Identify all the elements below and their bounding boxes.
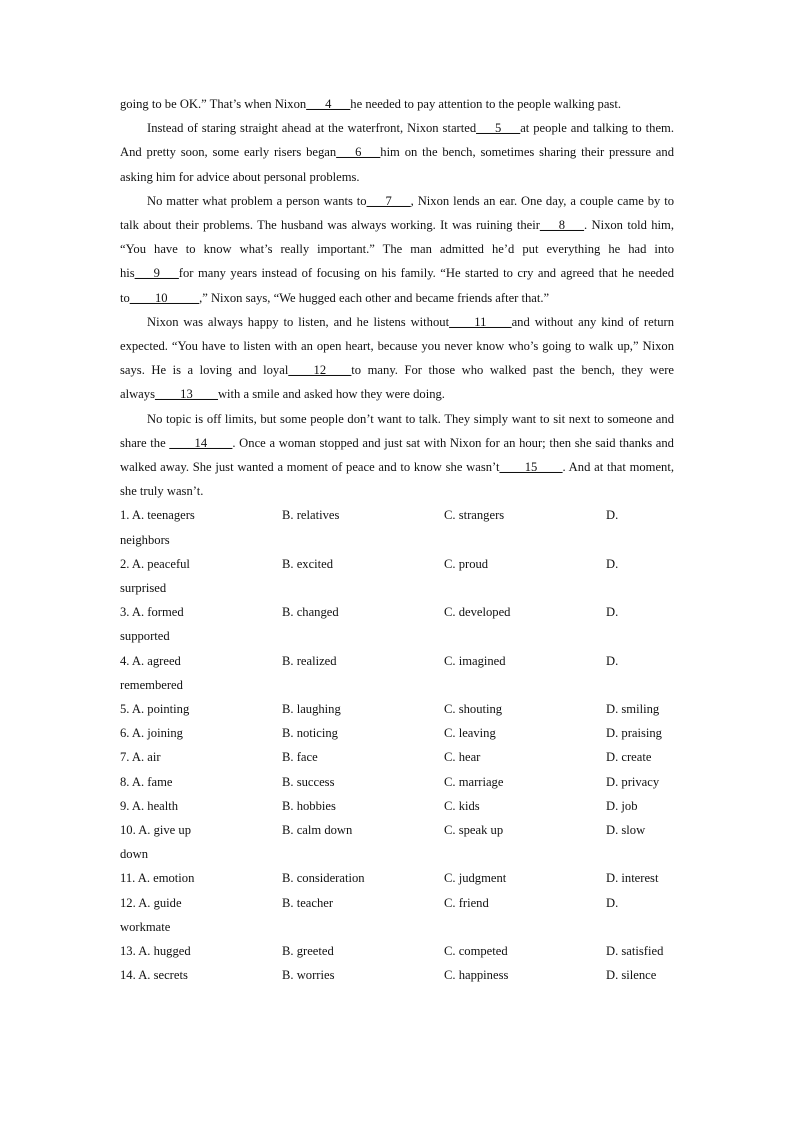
option-a: 5. A. pointing (120, 702, 190, 717)
option-d: D. job (606, 798, 638, 813)
option-text: 12. A. guide (120, 895, 182, 910)
option-d-wrapped-text: surprised (120, 581, 167, 596)
passage-text: him on the bench, sometimes sharing their pressure and asking him for advice about personal problems. (120, 145, 674, 184)
reading-passage (120, 92, 674, 503)
option-c: C. kids (444, 798, 480, 813)
option-b: B. calm down (282, 822, 353, 837)
option-text: 1. A. teenagers (120, 508, 195, 523)
passage-text: he needed to pay attention to the people walking past. (350, 97, 621, 111)
answer-blank: ____11____ (449, 314, 512, 329)
option-c: C. judgment (444, 871, 507, 886)
question-row (120, 721, 674, 745)
passage-text: going to be OK.” That’s when Nixon (120, 97, 307, 111)
answer-blank: ____13____ (154, 387, 218, 402)
option-b: B. face (282, 750, 318, 765)
option-a: 9. A. health (120, 798, 179, 813)
passage-text: Instead of staring straight ahead at the waterfront, Nixon started (147, 121, 477, 136)
question-row (120, 503, 674, 551)
option-b: B. noticing (282, 726, 338, 741)
option-c: C. leaving (444, 726, 496, 741)
option-b: B. realized (282, 653, 337, 668)
option-d: D. (606, 605, 619, 620)
option-b: B. consideration (282, 871, 365, 886)
question-row (120, 770, 674, 794)
option-text: 3. A. formed (120, 605, 184, 620)
option-b: B. teacher (282, 895, 334, 910)
question-row (120, 552, 674, 600)
passage-paragraph (120, 310, 674, 407)
question-row (120, 600, 674, 648)
answer-blank: ___7___ (366, 193, 411, 208)
passage-text: . And at that moment, she truly wasn’t. (120, 460, 674, 499)
passage-paragraph (120, 407, 674, 504)
option-d: D. smiling (606, 702, 660, 717)
answer-options (120, 503, 674, 987)
answer-blank: ____15____ (499, 460, 563, 475)
option-d-wrapped-text: workmate (120, 919, 171, 934)
answer-blank: ____12____ (288, 363, 352, 378)
option-c: C. happiness (444, 968, 509, 983)
answer-blank: ____14____ (169, 435, 233, 450)
question-row (120, 818, 674, 866)
question-row (120, 794, 674, 818)
answer-blank: ___6___ (336, 145, 381, 160)
option-d: D. (606, 895, 619, 910)
option-c: C. imagined (444, 653, 506, 668)
option-b: B. excited (282, 556, 334, 571)
passage-paragraph (120, 189, 674, 310)
option-d: D. interest (606, 871, 659, 886)
option-d: D. satisfied (606, 943, 664, 958)
option-b: B. laughing (282, 702, 341, 717)
passage-text: ,” Nixon says, “We hugged each other and became friends after that.” (199, 290, 550, 305)
option-d-wrapped-text: neighbors (120, 532, 170, 547)
passage-text: at people and talking to them. And pretty soon, some early risers began (120, 121, 674, 160)
option-a (120, 649, 282, 697)
answer-blank: ___4___ (306, 97, 351, 111)
option-d: D. silence (606, 968, 657, 983)
question-row (120, 963, 674, 987)
passage-text: and without any kind of return expected. “You have to listen with an open heart, because you never know who’s going to walk up,” Nixon says. He is a loving and loyal (120, 314, 674, 378)
option-c: C. hear (444, 750, 481, 765)
option-c: C. developed (444, 605, 511, 620)
option-b: B. greeted (282, 943, 334, 958)
option-c: C. shouting (444, 702, 503, 717)
question-row (120, 866, 674, 890)
option-b: B. relatives (282, 508, 340, 523)
option-a: 11. A. emotion (120, 871, 195, 886)
option-a (120, 891, 282, 939)
option-d: D. privacy (606, 774, 660, 789)
option-a: 6. A. joining (120, 726, 183, 741)
passage-text: No topic is off limits, but some people don’t want to talk. They simply want to sit next to someone and share the (120, 411, 674, 450)
passage-text: Nixon was always happy to listen, and he listens without (147, 314, 450, 329)
option-d: D. create (606, 750, 652, 765)
answer-blank: ___5___ (476, 121, 521, 136)
option-d: D. slow (606, 822, 646, 837)
option-c: C. marriage (444, 774, 504, 789)
option-b: B. hobbies (282, 798, 336, 813)
option-c: C. strangers (444, 508, 505, 523)
option-a: 14. A. secrets (120, 968, 188, 983)
option-d: D. (606, 556, 619, 571)
passage-text: with a smile and asked how they were doing. (217, 387, 445, 402)
option-d: D. (606, 653, 619, 668)
option-a: 13. A. hugged (120, 943, 191, 958)
passage-paragraph (120, 116, 674, 189)
option-text: 2. A. peaceful (120, 556, 190, 571)
option-b: B. worries (282, 968, 335, 983)
option-c: C. competed (444, 943, 508, 958)
option-a (120, 818, 282, 866)
question-row (120, 891, 674, 939)
question-row (120, 697, 674, 721)
answer-blank: ____10_____ (129, 290, 200, 305)
document-page (120, 92, 674, 987)
option-c: C. proud (444, 556, 489, 571)
option-d: D. praising (606, 726, 662, 741)
option-a (120, 552, 282, 600)
passage-text: No matter what problem a person wants to (147, 193, 367, 208)
option-a (120, 600, 282, 648)
option-text: 4. A. agreed (120, 653, 181, 668)
passage-text: . Nixon told him, “You have to know what’s really important.” The man admitted he’d put everything he had into his (120, 218, 674, 281)
passage-text: , Nixon lends an ear. One day, a couple came by to talk about their problems. The husband was always working. It was ruining their (120, 193, 675, 233)
passage-text: . Once a woman stopped and just sat with Nixon for an hour; then she said thanks and walked away. She just wanted a moment of peace and to know she wasn’t (120, 435, 674, 475)
question-row (120, 649, 674, 697)
passage-text: for many years instead of focusing on his family. “He started to cry and agreed that he needed to (120, 266, 674, 305)
option-d-wrapped-text: down (120, 847, 148, 862)
option-text: 10. A. give up (120, 822, 192, 837)
option-a: 8. A. fame (120, 774, 173, 789)
option-d-wrapped-text: supported (120, 629, 170, 644)
answer-blank: ___8___ (539, 218, 584, 233)
question-row (120, 745, 674, 769)
answer-blank: ___9___ (134, 266, 179, 281)
option-d: D. (606, 508, 619, 523)
option-b: B. success (282, 774, 335, 789)
passage-text: to many. For those who walked past the bench, they were always (120, 363, 675, 402)
option-a: 7. A. air (120, 750, 161, 765)
option-a (120, 503, 282, 551)
question-row (120, 939, 674, 963)
option-c: C. friend (444, 895, 489, 910)
passage-paragraph (120, 92, 674, 116)
option-d-wrapped-text: remembered (120, 677, 183, 692)
option-b: B. changed (282, 605, 339, 620)
option-c: C. speak up (444, 822, 504, 837)
